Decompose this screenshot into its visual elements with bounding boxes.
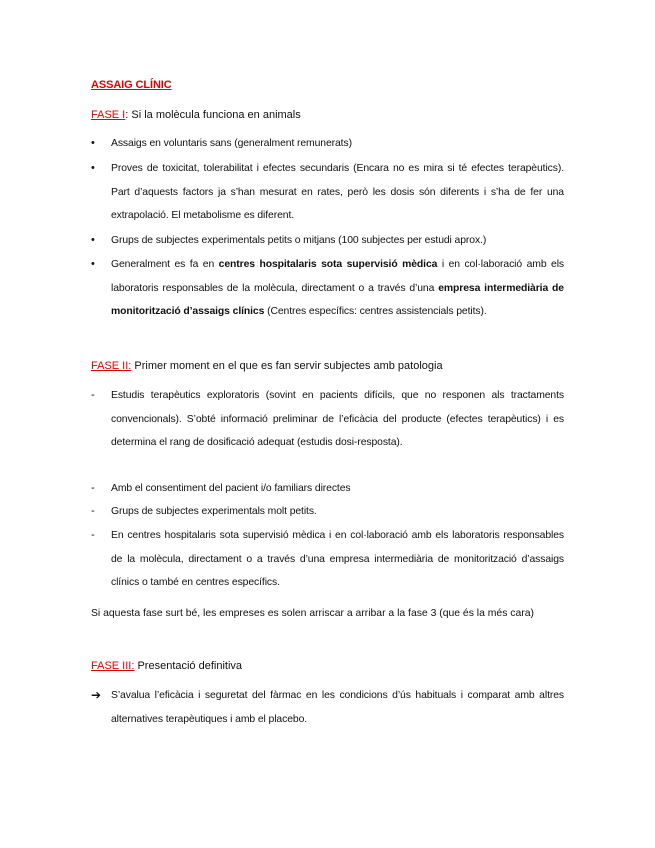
fase-2-note: Si aquesta fase surt bé, les empreses es solen arriscar a arribar a la fase 3 (que és la més cara) bbox=[91, 608, 534, 619]
bullet-icon: • bbox=[91, 137, 95, 149]
fase-1-heading bbox=[91, 108, 301, 122]
fase-3-label: FASE III: bbox=[91, 660, 135, 672]
fase-2-text: Primer moment en el que es fan servir subjectes amb patologia bbox=[131, 360, 443, 372]
fase-1-label: FASE I bbox=[91, 109, 126, 121]
fase-1-bullet-2: Proves de toxicitat, tolerabilitat i efectes secundaris (Encara no es mira si té efectes terapèutics). Part d’aquests factors ja s’han mesurat en rates, però les dosis són diferents i s’ha de fer una extrapolació. El metabolisme es diferent. bbox=[111, 163, 564, 222]
fase-2-heading bbox=[91, 359, 443, 373]
dash-icon: - bbox=[91, 505, 95, 517]
b4-text-c: (Centres específics: centres assistencials petits). bbox=[264, 306, 487, 318]
document-title: ASSAIG CLÍNIC bbox=[91, 79, 172, 91]
fase-2-dash-4: En centres hospitalaris sota supervisió mèdica i en col·laboració amb els laboratoris responsables de la molècula, directament o a través d’una empresa intermediària de monitorització d’assaigs clínics o també en centres específics. bbox=[111, 530, 564, 589]
dash-icon: - bbox=[91, 389, 95, 401]
b4-text-a: Generalment es fa en bbox=[111, 259, 219, 270]
bullet-icon: • bbox=[91, 234, 95, 246]
b4-bold-a: centres hospitalaris sota supervisió mèdica bbox=[218, 259, 438, 270]
dash-icon: - bbox=[91, 482, 95, 494]
b4-bold-b: empresa intermediària de monitorització d’assaigs clínics bbox=[111, 282, 564, 318]
fase-1-text: : Si la molècula funciona en animals bbox=[125, 109, 301, 121]
fase-1-bullet-3: Grups de subjectes experimentals petits o mitjans (100 subjectes per estudi aprox.) bbox=[111, 235, 487, 246]
fase-3-text: Presentació definitiva bbox=[134, 660, 243, 672]
bullet-icon: • bbox=[91, 162, 95, 174]
fase-2-dash-1: Estudis terapèutics exploratoris (sovint en pacients difícils, que no responen als tractaments convencionals). S’obté informació preliminar de l’eficàcia del producte (efectes terapèutics) i es determina el rang de dosificació adequat (estudis dosi-resposta). bbox=[111, 390, 564, 449]
dash-icon: - bbox=[91, 529, 95, 541]
arrow-right-icon: ➔ bbox=[91, 688, 101, 702]
bullet-icon: • bbox=[91, 258, 95, 270]
fase-1-bullet-4 bbox=[111, 253, 564, 324]
fase-2-label: FASE II: bbox=[91, 360, 132, 372]
fase-1-bullet-1: Assaigs en voluntaris sans (generalment remunerats) bbox=[111, 138, 352, 149]
fase-3-arrow-item: S’avalua l’eficàcia i seguretat del fàrmac en les condicions d’ús habituals i comparat amb altres alternatives terapèutiques i amb el placebo. bbox=[111, 690, 564, 725]
b4-text-b: i en col·laboració amb els laboratoris responsables de la molècula, directament o a través d’una bbox=[111, 259, 565, 294]
fase-3-heading bbox=[91, 659, 242, 673]
fase-2-dash-3: Grups de subjectes experimentals molt petits. bbox=[111, 506, 317, 517]
fase-2-dash-2: Amb el consentiment del pacient i/o familiars directes bbox=[111, 483, 351, 494]
